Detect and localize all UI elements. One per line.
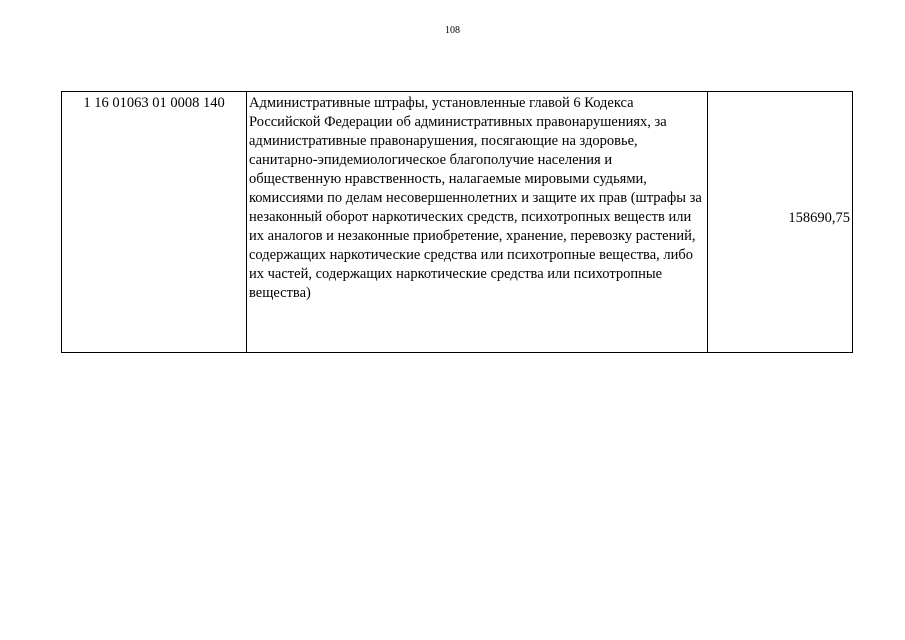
revenue-amount: 158690,75	[708, 92, 853, 353]
page-number: 108	[445, 25, 460, 36]
table-row	[62, 92, 853, 353]
budget-revenue-table	[61, 91, 853, 353]
revenue-description: Административные штрафы, установленные главой 6 Кодекса Российской Федерации об административных правонарушениях, за административные правонарушения, посягающие на здоровье, санитарно-эпидемиологическое благополучие населения и общественную нравственность, налагаемые мировыми судьями, комиссиями по делам несовершеннолетних и защите их прав (штрафы за незаконный оборот наркотических средств, психотропных веществ или их аналогов и незаконные приобретение, хранение, перевозку растений, содержащих наркотические средства или психотропные вещества, либо их частей, содержащих наркотические средства или психотропные вещества)	[247, 92, 708, 353]
budget-classification-code: 1 16 01063 01 0008 140	[62, 92, 247, 353]
